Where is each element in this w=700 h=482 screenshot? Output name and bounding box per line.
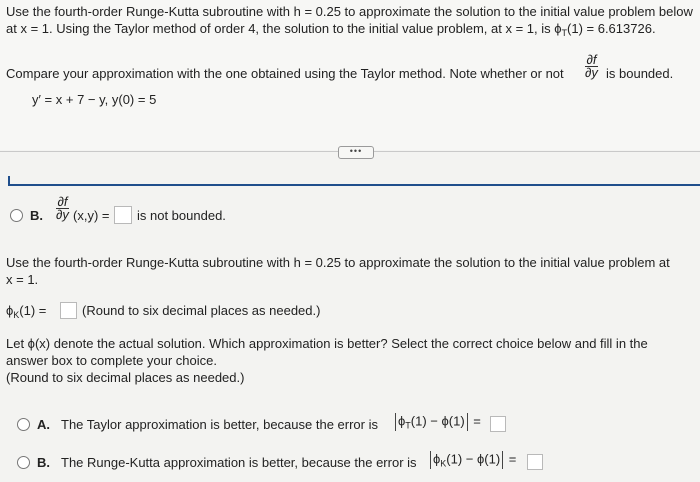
choice-b-radio[interactable] bbox=[17, 456, 30, 469]
ode-equation: y′ = x + 7 − y, y(0) = 5 bbox=[32, 92, 157, 107]
problem-statement-panel bbox=[0, 0, 700, 150]
phi-k-answer-box[interactable] bbox=[60, 302, 77, 319]
option-b-answer-box[interactable] bbox=[114, 206, 132, 224]
choice-b-text: The Runge-Kutta approximation is better, because the error is bbox=[61, 455, 417, 470]
option-b-label-prev: B. bbox=[30, 208, 43, 223]
is-bounded-text: is bounded. bbox=[606, 66, 674, 81]
let-line-1: Let ϕ(x) denote the actual solution. Which approximation is better? Select the correct choice below and fill in the bbox=[6, 336, 648, 351]
choice-b-label: B. bbox=[37, 455, 50, 470]
choice-a-answer-box[interactable] bbox=[490, 415, 506, 432]
phi-k-hint: (Round to six decimal places as needed.) bbox=[82, 303, 321, 318]
compare-text: Compare your approximation with the one obtained using the Taylor method. Note whether or not bbox=[6, 66, 564, 81]
let-line-3: (Round to six decimal places as needed.) bbox=[6, 370, 245, 385]
option-b-fraction: $\frac{\partial f}{\partial y}$ bbox=[56, 194, 69, 222]
choice-a-radio[interactable] bbox=[17, 418, 30, 431]
phi-k-label: $\phi_K(1)$ = bbox=[6, 303, 47, 320]
question-line-1: Use the fourth-order Runge-Kutta subroutine with h = 0.25 to approximate the solution to the initial value problem at bbox=[6, 255, 670, 270]
option-b-args: (x,y) = bbox=[73, 208, 110, 223]
let-line-2: answer box to complete your choice. bbox=[6, 353, 217, 368]
option-b-radio-prev[interactable] bbox=[10, 209, 23, 222]
blue-divider bbox=[8, 184, 700, 186]
problem-line-1: Use the fourth-order Runge-Kutta subroutine with h = 0.25 to approximate the solution to the initial value problem below bbox=[6, 4, 693, 19]
choice-b-answer-box[interactable] bbox=[527, 453, 543, 470]
problem-line-2: at x = 1. Using the Taylor method of order 4, the solution to the initial value problem, at x = 1, is $\phi_T(1) = 6.613726$. bbox=[6, 21, 656, 38]
choice-a-label: A. bbox=[37, 417, 50, 432]
choice-a-text: The Taylor approximation is better, because the error is bbox=[61, 417, 378, 432]
choice-b-error-expression: $\phi_K(1) - \phi(1)$ = bbox=[428, 451, 516, 469]
expand-button[interactable]: ••• bbox=[338, 146, 374, 159]
choice-a-error-expression: $\phi_T(1) - \phi(1)$ = bbox=[393, 413, 481, 431]
question-line-2: x = 1. bbox=[6, 272, 39, 287]
partial-derivative-fraction: $\frac{\partial f}{\partial y}$ bbox=[585, 52, 598, 80]
option-b-text: is not bounded. bbox=[137, 208, 226, 223]
